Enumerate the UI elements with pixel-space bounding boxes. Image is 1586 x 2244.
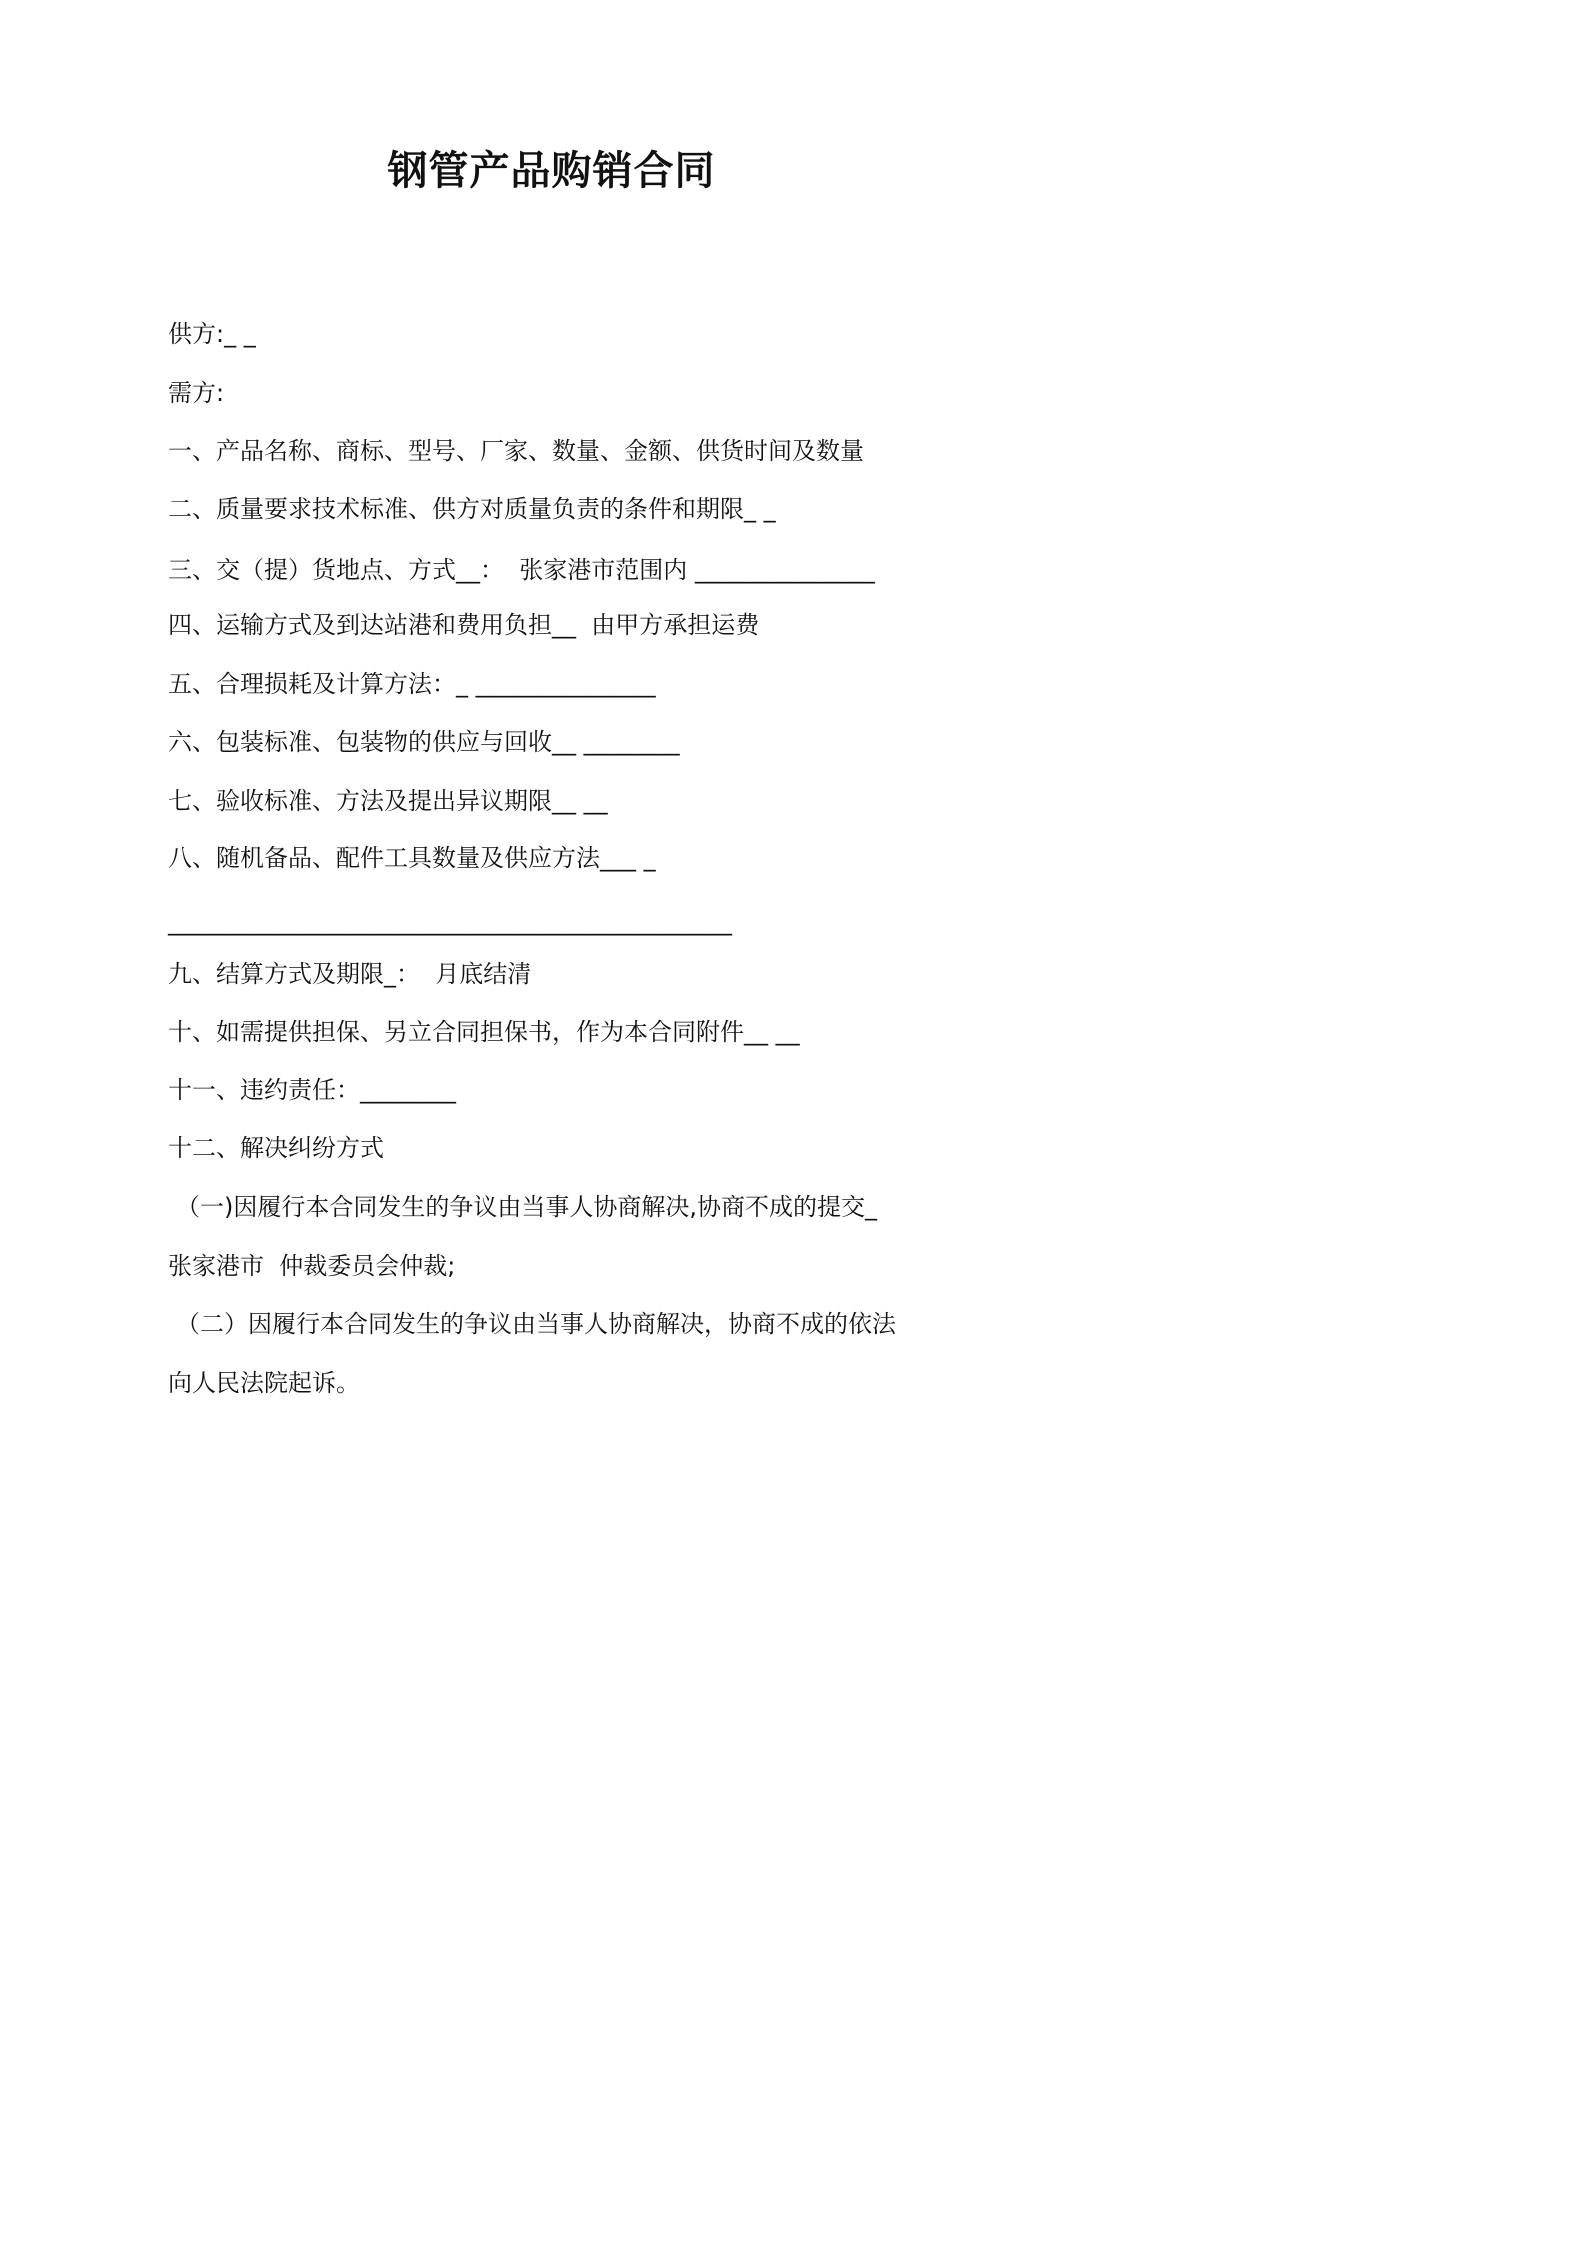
clause-8: 八、随机备品、配件工具数量及供应方法___ _ [168,844,656,872]
clause-12-item-2: （二）因履行本合同发生的争议由当事人协商解决，协商不成的依法 [176,1310,896,1338]
clause-9: 九、结算方式及期限_： 月底结清 [168,960,532,988]
clause-8-blank-line: _______________________________________________ [168,908,732,936]
clause-4: 四、运输方式及到达站港和费用负担__ 由甲方承担运费 [168,611,760,639]
clause-6: 六、包装标准、包装物的供应与回收__ ________ [168,728,680,756]
clause-12-item-2-cont: 向人民法院起诉。 [168,1369,360,1397]
clause-10: 十、如需提供担保、另立合同担保书，作为本合同附件__ __ [168,1018,800,1046]
clause-5: 五、合理损耗及计算方法：_ _______________ [168,670,656,698]
clause-12-item-1: （一)因履行本合同发生的争议由当事人协商解决,协商不成的提交_ [176,1193,877,1221]
clause-11: 十一、违约责任：________ [168,1076,456,1104]
clause-7: 七、验收标准、方法及提出异议期限__ __ [168,787,608,815]
clause-3: 三、交（提）货地点、方式__： 张家港市范围内 _______________ [168,556,875,584]
supplier-line: 供方:_ _ [168,320,256,348]
document-title: 钢管产品购销合同 [387,148,716,194]
buyer-line: 需方: [168,379,225,407]
document-page [0,0,1103,1561]
clause-12: 十二、解决纠纷方式 [168,1134,384,1162]
clause-12-item-1-cont: 张家港市 仲裁委员会仲裁; [168,1252,456,1280]
clause-1: 一、产品名称、商标、型号、厂家、数量、金额、供货时间及数量 [168,437,864,465]
clause-2: 二、质量要求技术标准、供方对质量负责的条件和期限_ _ [168,495,776,523]
